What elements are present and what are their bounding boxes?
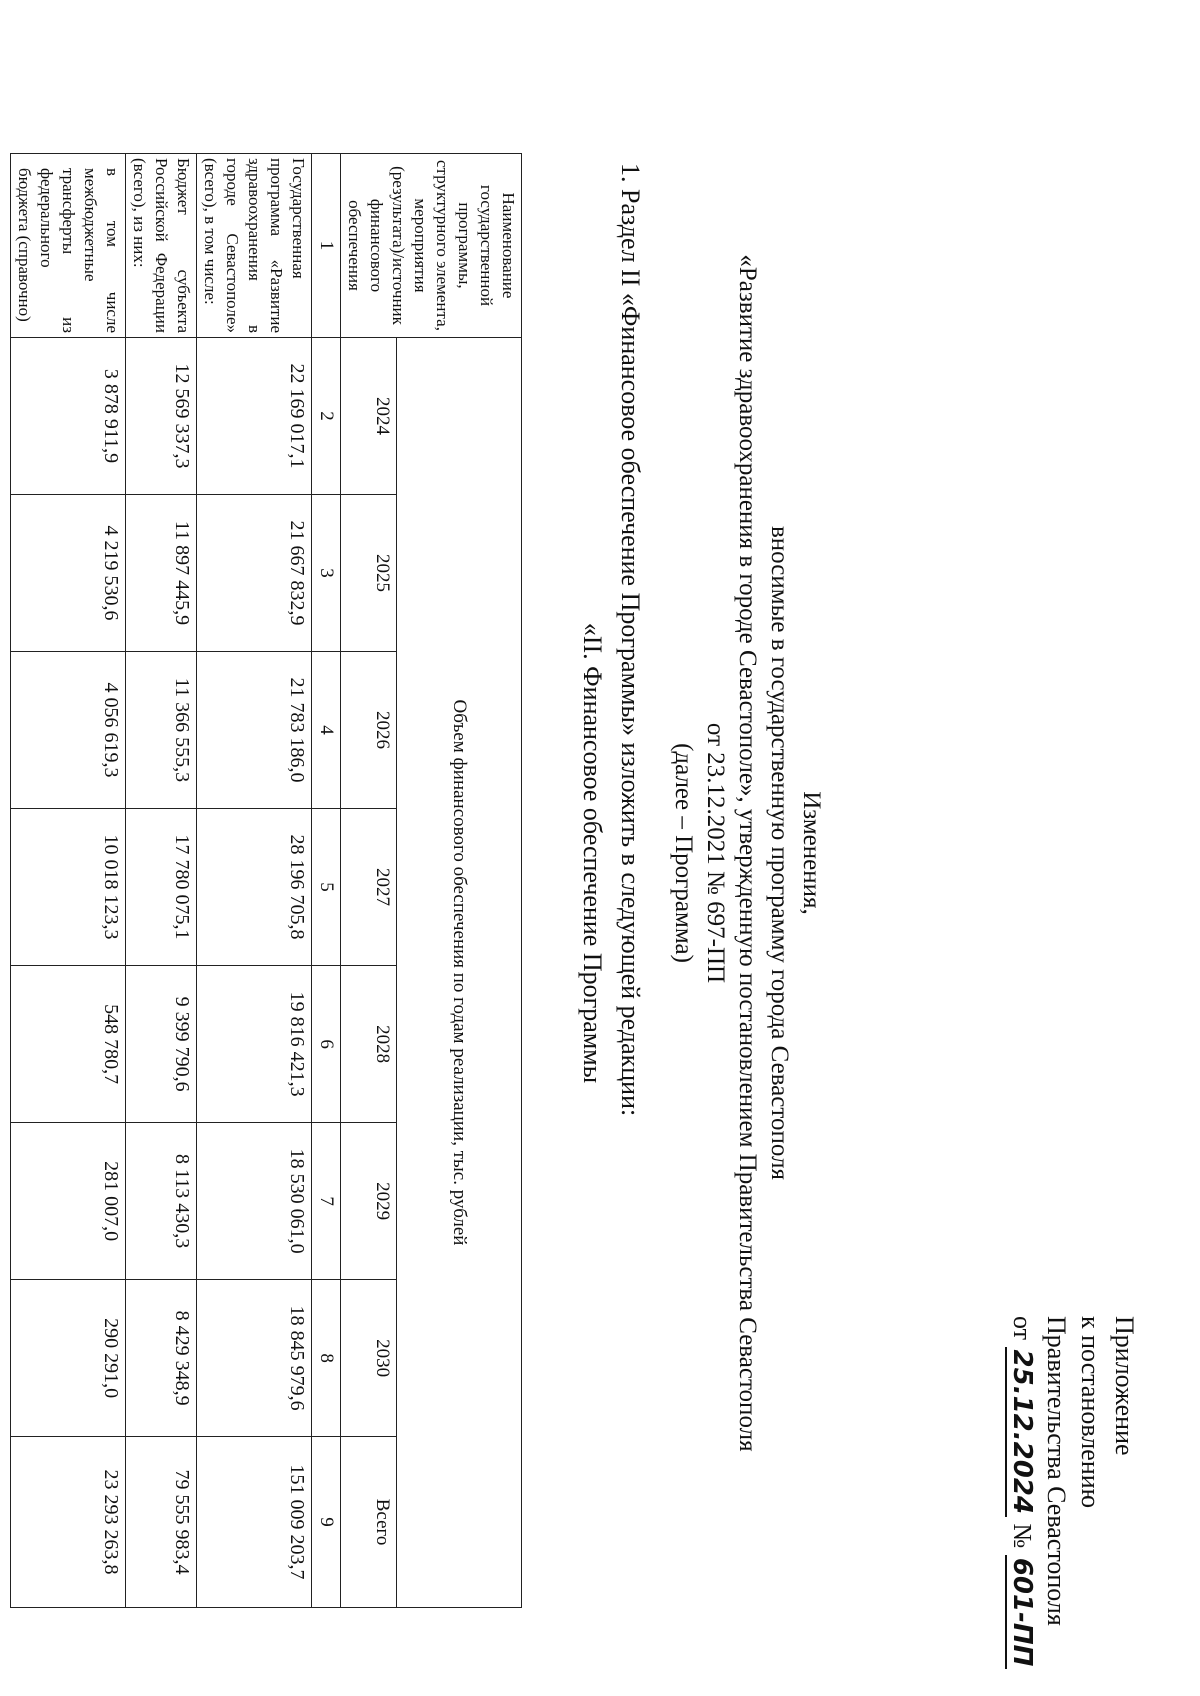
row-value: 548 780,7 — [11, 966, 126, 1123]
row-value: 21 783 186,0 — [197, 652, 312, 809]
row-name: в том числе межбюджетные трансферты из федерального бюджета (справочно) — [11, 154, 126, 338]
row-value: 10 018 123,3 — [11, 809, 126, 966]
row-value: 11 897 445,9 — [126, 495, 197, 652]
rotated-content — [15, 83, 1167, 1667]
table-row — [11, 154, 126, 1608]
row-value: 19 816 421,3 — [197, 966, 312, 1123]
appendix-line-2: к постановлению — [1076, 1316, 1105, 1509]
column-number: 8 — [312, 1280, 341, 1437]
row-value: 23 293 263,8 — [11, 1437, 126, 1608]
table-row — [197, 154, 312, 1608]
row-value: 8 113 430,3 — [126, 1123, 197, 1280]
handwritten-number: 601-ПП — [1005, 1555, 1037, 1670]
year-header: 2025 — [341, 495, 397, 652]
header-name-cell: Наименование государственной программы, структурного элемента, мероприятия (результата)/источник финансового обеспечения — [341, 154, 522, 338]
heading-line-5: (далее – Программа) — [670, 743, 697, 963]
appendix-date-line — [1005, 1316, 1039, 1669]
row-value: 4 056 619,3 — [11, 652, 126, 809]
row-value: 17 780 075,1 — [126, 809, 197, 966]
column-number: 5 — [312, 809, 341, 966]
row-value: 9 399 790,6 — [126, 966, 197, 1123]
column-number: 3 — [312, 495, 341, 652]
row-name: Бюджет субъекта Российской Федерации (всего), из них: — [126, 154, 197, 338]
section-title: «II. Финансовое обеспечение Программы — [578, 622, 607, 1084]
column-number: 2 — [312, 338, 341, 495]
handwritten-date: 25.12.2024 — [1005, 1347, 1037, 1517]
row-value: 151 009 203,7 — [197, 1437, 312, 1608]
row-value: 28 196 705,8 — [197, 809, 312, 966]
year-header: 2027 — [341, 809, 397, 966]
table-years-row — [341, 154, 397, 1608]
row-value: 4 219 530,6 — [11, 495, 126, 652]
table-row — [126, 154, 197, 1608]
row-value: 22 169 017,1 — [197, 338, 312, 495]
section-instruction: 1. Раздел II «Финансовое обеспечение Программы» изложить в следующей редакции: — [616, 163, 645, 1117]
row-value: 290 291,0 — [11, 1280, 126, 1437]
appendix-line-1: Приложение — [1110, 1316, 1139, 1456]
table-column-numbers-row — [312, 154, 341, 1608]
column-number: 1 — [312, 154, 341, 338]
header-group-cell: Объем финансового обеспечения по годам реализации, тыс. рублей — [397, 338, 522, 1608]
row-value: 18 845 979,6 — [197, 1280, 312, 1437]
column-number: 6 — [312, 966, 341, 1123]
row-value: 79 555 983,4 — [126, 1437, 197, 1608]
column-number: 4 — [312, 652, 341, 809]
year-header: 2024 — [341, 338, 397, 495]
heading-line-2: вносимые в государственную программу города Севастополя — [766, 526, 793, 1180]
year-header: 2029 — [341, 1123, 397, 1280]
row-value: 3 878 911,9 — [11, 338, 126, 495]
column-number: 9 — [312, 1437, 341, 1608]
column-number: 7 — [312, 1123, 341, 1280]
row-name: Государственная программа «Развитие здравоохранения в городе Севастополе» (всего), в том числе: — [197, 154, 312, 338]
appendix-line-3: Правительства Севастополя — [1042, 1316, 1071, 1626]
heading-line-3: «Развитие здравоохранения в городе Севастополе», утвержденную постановлением Правительства Севастополя — [734, 254, 761, 1452]
row-value: 281 007,0 — [11, 1123, 126, 1280]
table-header-row — [397, 154, 522, 1608]
row-value: 12 569 337,3 — [126, 338, 197, 495]
year-header: 2030 — [341, 1280, 397, 1437]
number-sign: № — [1008, 1523, 1037, 1549]
appendix-block — [1005, 1316, 1141, 1669]
row-value: 8 429 348,9 — [126, 1280, 197, 1437]
row-value: 11 366 555,3 — [126, 652, 197, 809]
year-header: 2028 — [341, 966, 397, 1123]
appendix-prefix: от — [1008, 1316, 1037, 1341]
financing-table — [10, 153, 522, 1608]
year-header: 2026 — [341, 652, 397, 809]
heading-title: Изменения, — [798, 791, 825, 915]
row-value: 18 530 061,0 — [197, 1123, 312, 1280]
document-heading — [667, 83, 827, 1623]
row-value: 21 667 832,9 — [197, 495, 312, 652]
year-header: Всего — [341, 1437, 397, 1608]
heading-line-4: от 23.12.2021 № 697-ПП — [702, 722, 729, 984]
